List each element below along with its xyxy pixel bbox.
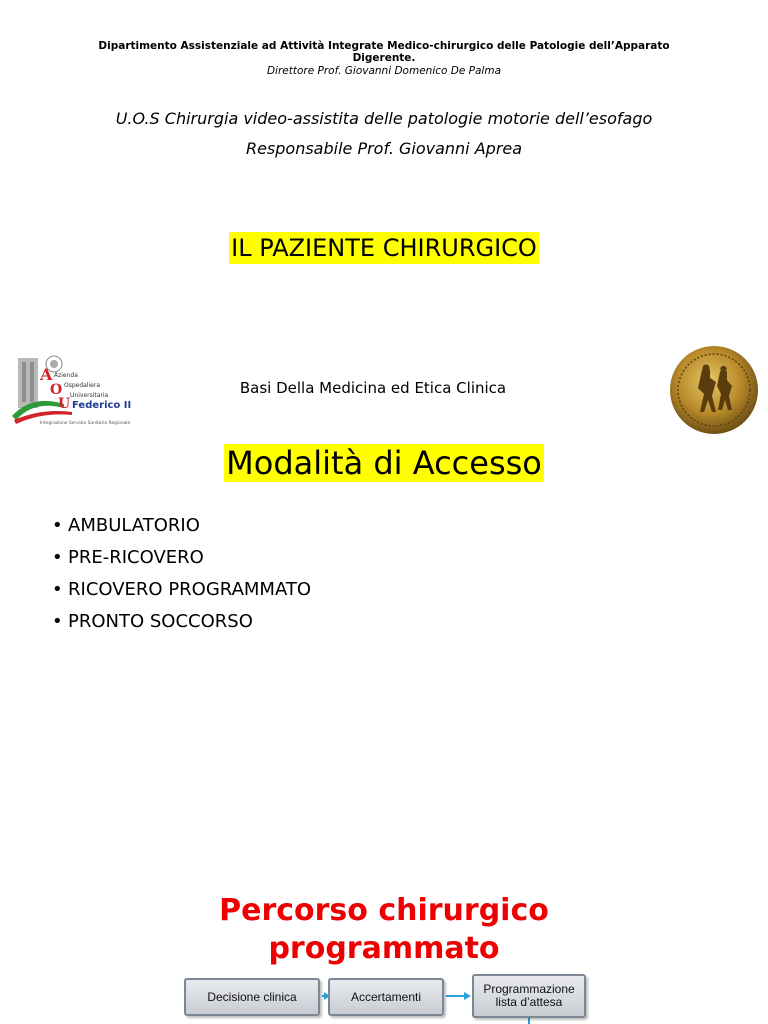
logo-footer: Integrazione Servizio Sanitario Regionale	[40, 421, 131, 426]
list-item	[52, 610, 311, 642]
list-item-label: PRONTO SOCCORSO	[68, 611, 253, 632]
logo-line-3: Universitaria	[70, 392, 109, 399]
list-item	[52, 578, 311, 610]
bullet-icon: •	[52, 611, 63, 632]
logo-line-4: Federico II	[72, 400, 132, 411]
department-heading: Dipartimento Assistenziale ad Attività Integrate Medico-chirurgico delle Patologie dell’Apparato Digerente.	[98, 40, 670, 64]
flow-step-scheduling	[472, 974, 586, 1018]
university-seal-icon	[668, 344, 760, 436]
access-slide	[0, 440, 768, 860]
arrow-head-icon	[464, 992, 471, 1000]
svg-text:O: O	[50, 382, 63, 398]
path-title	[0, 892, 768, 968]
logo-line-2: Ospedaliera	[64, 382, 101, 389]
list-item	[52, 546, 311, 578]
director-line: Direttore Prof. Giovanni Domenico De Palma	[266, 65, 502, 77]
access-title: Modalità di Accesso	[226, 444, 542, 482]
list-item	[52, 514, 311, 546]
main-title: IL PAZIENTE CHIRURGICO	[231, 234, 537, 262]
title-slide	[0, 0, 768, 440]
bullet-icon: •	[52, 515, 63, 536]
hospital-logo	[2, 350, 140, 430]
access-list	[52, 514, 311, 642]
path-title-line-1: Percorso chirurgico	[219, 893, 549, 928]
list-item-label: AMBULATORIO	[68, 515, 200, 536]
responsible-line: Responsabile Prof. Giovanni Aprea	[245, 139, 523, 158]
flow-step-exams: Accertamenti	[328, 978, 444, 1016]
bullet-icon: •	[52, 579, 63, 600]
bullet-icon: •	[52, 547, 63, 568]
list-item-label: PRE-RICOVERO	[68, 547, 204, 568]
flow-step-scheduling-line-1: Programmazione	[483, 982, 575, 996]
surgical-path-slide	[0, 870, 768, 1024]
flow-step-decision: Decisione clinica	[184, 978, 320, 1016]
flow-step-scheduling-line-2: lista d’attesa	[495, 995, 563, 1009]
list-item-label: RICOVERO PROGRAMMATO	[68, 579, 312, 600]
svg-text:A: A	[40, 365, 53, 384]
access-title-container	[0, 444, 768, 482]
unit-line: U.O.S Chirurgia video-assistita delle patologie motorie dell’esofago	[115, 109, 653, 128]
flow-diagram	[0, 970, 768, 1024]
logo-line-1: Azienda	[54, 372, 78, 379]
svg-text:U: U	[58, 396, 71, 412]
course-title: Basi Della Medicina ed Etica Clinica	[239, 379, 507, 397]
path-title-line-2: programmato	[268, 931, 500, 966]
main-title-container	[0, 234, 768, 262]
